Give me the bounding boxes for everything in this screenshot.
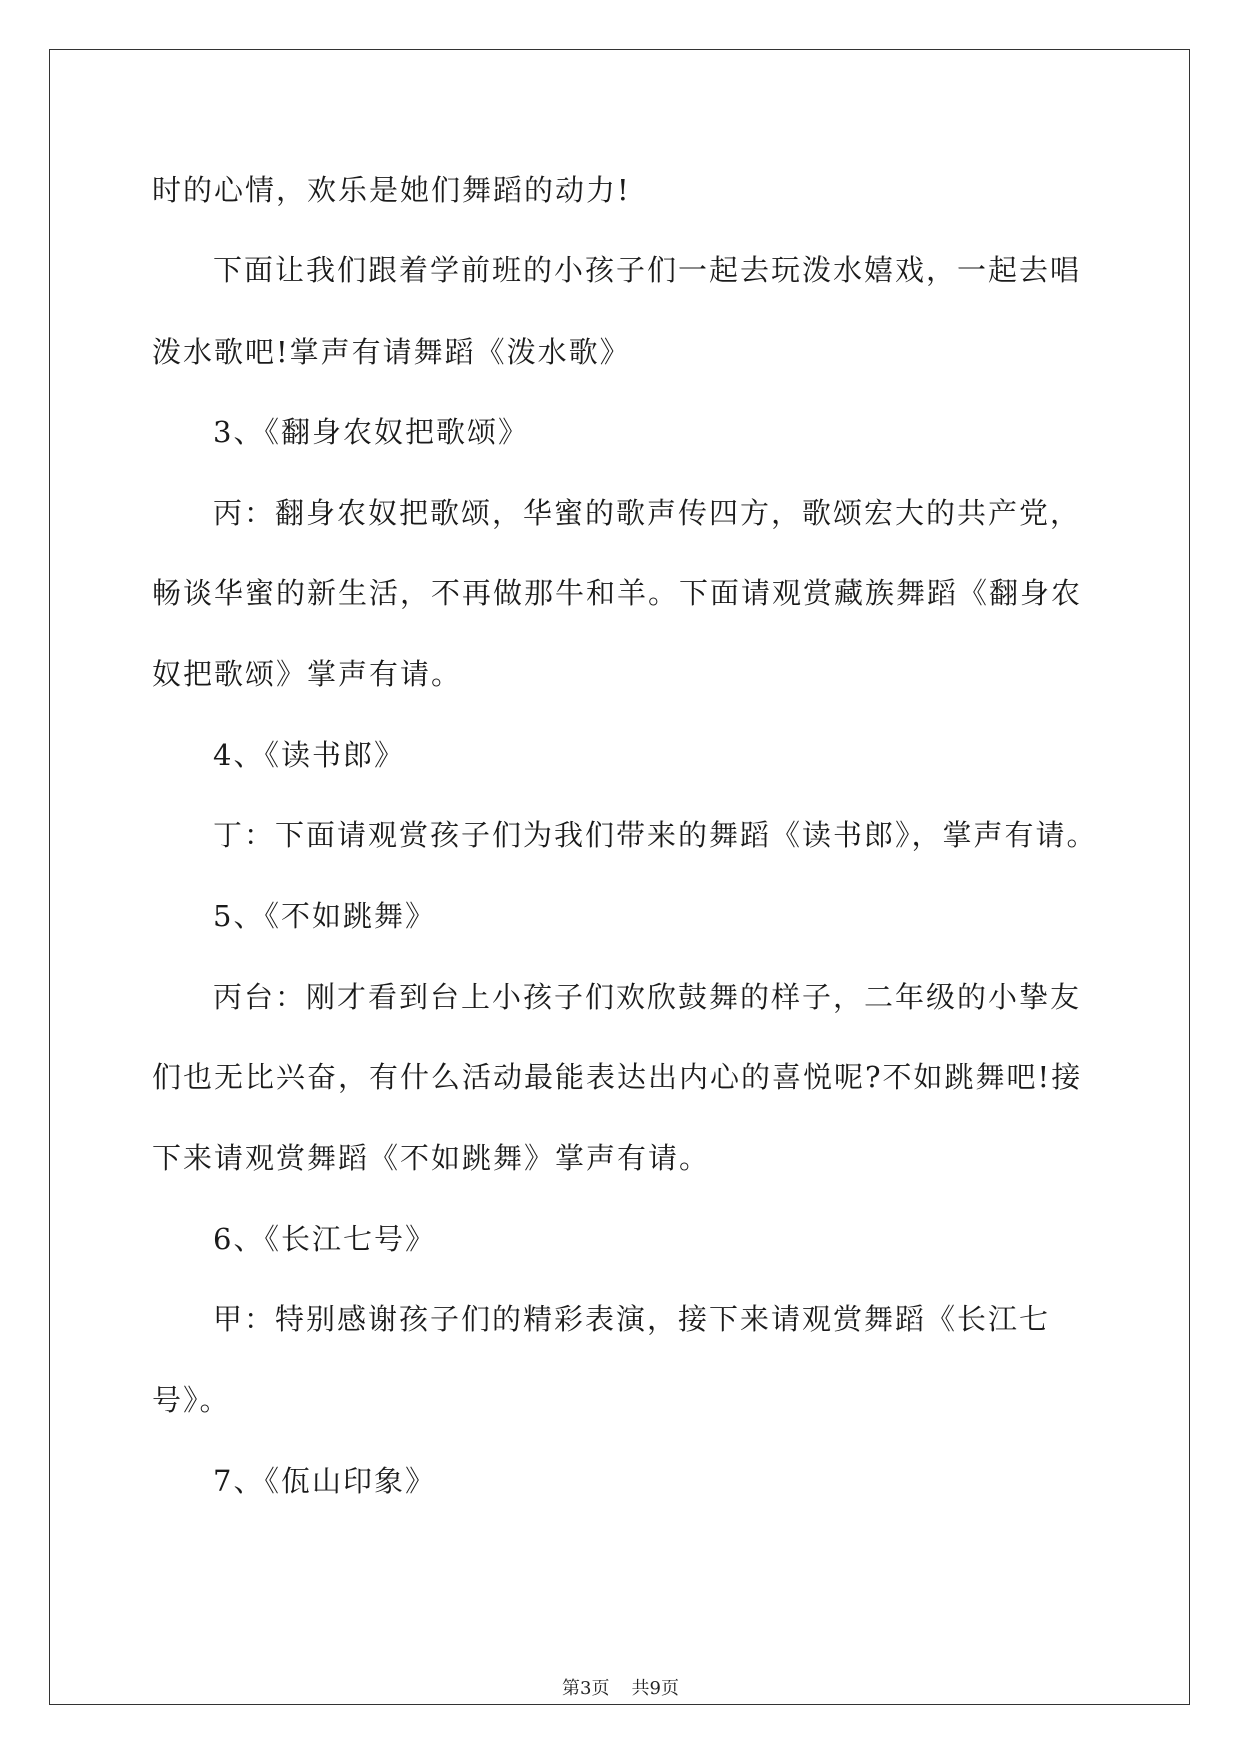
text-line: 丙台：刚才看到台上小孩子们欢欣鼓舞的样子，二年级的小挚友: [213, 980, 1082, 1014]
text-line: 丁：下面请观赏孩子们为我们带来的舞蹈《读书郎》，掌声有请。: [213, 818, 1098, 852]
text-line: 甲：特别感谢孩子们的精彩表演，接下来请观赏舞蹈《长江七: [213, 1302, 1051, 1336]
section-heading: 3、《翻身农奴把歌颂》: [213, 415, 529, 449]
text-line: 时的心情，欢乐是她们舞蹈的动力!: [152, 173, 631, 207]
section-heading: 6、《长江七号》: [213, 1222, 436, 1256]
page-number: 第3页: [562, 1678, 610, 1699]
text-line: 下来请观赏舞蹈《不如跳舞》掌声有请。: [152, 1141, 711, 1175]
section-heading: 5、《不如跳舞》: [213, 899, 436, 933]
page-footer: [0, 1677, 1241, 1701]
text-line: 畅谈华蜜的新生活，不再做那牛和羊。下面请观赏藏族舞蹈《翻身农: [152, 576, 1083, 610]
total-pages: 共9页: [631, 1678, 679, 1699]
text-line: 下面让我们跟着学前班的小孩子们一起去玩泼水嬉戏，一起去唱: [213, 253, 1082, 287]
text-line: 泼水歌吧!掌声有请舞蹈《泼水歌》: [152, 335, 631, 369]
text-line: 号》。: [152, 1383, 231, 1417]
section-heading: 7、《佤山印象》: [213, 1464, 436, 1498]
text-line: 丙：翻身农奴把歌颂，华蜜的歌声传四方，歌颂宏大的共产党，: [213, 496, 1082, 530]
page-border: [49, 49, 1190, 1705]
section-heading: 4、《读书郎》: [213, 738, 405, 772]
text-line: 奴把歌颂》掌声有请。: [152, 657, 463, 691]
text-line: 们也无比兴奋，有什么活动最能表达出内心的喜悦呢?不如跳舞吧!接: [152, 1060, 1083, 1094]
